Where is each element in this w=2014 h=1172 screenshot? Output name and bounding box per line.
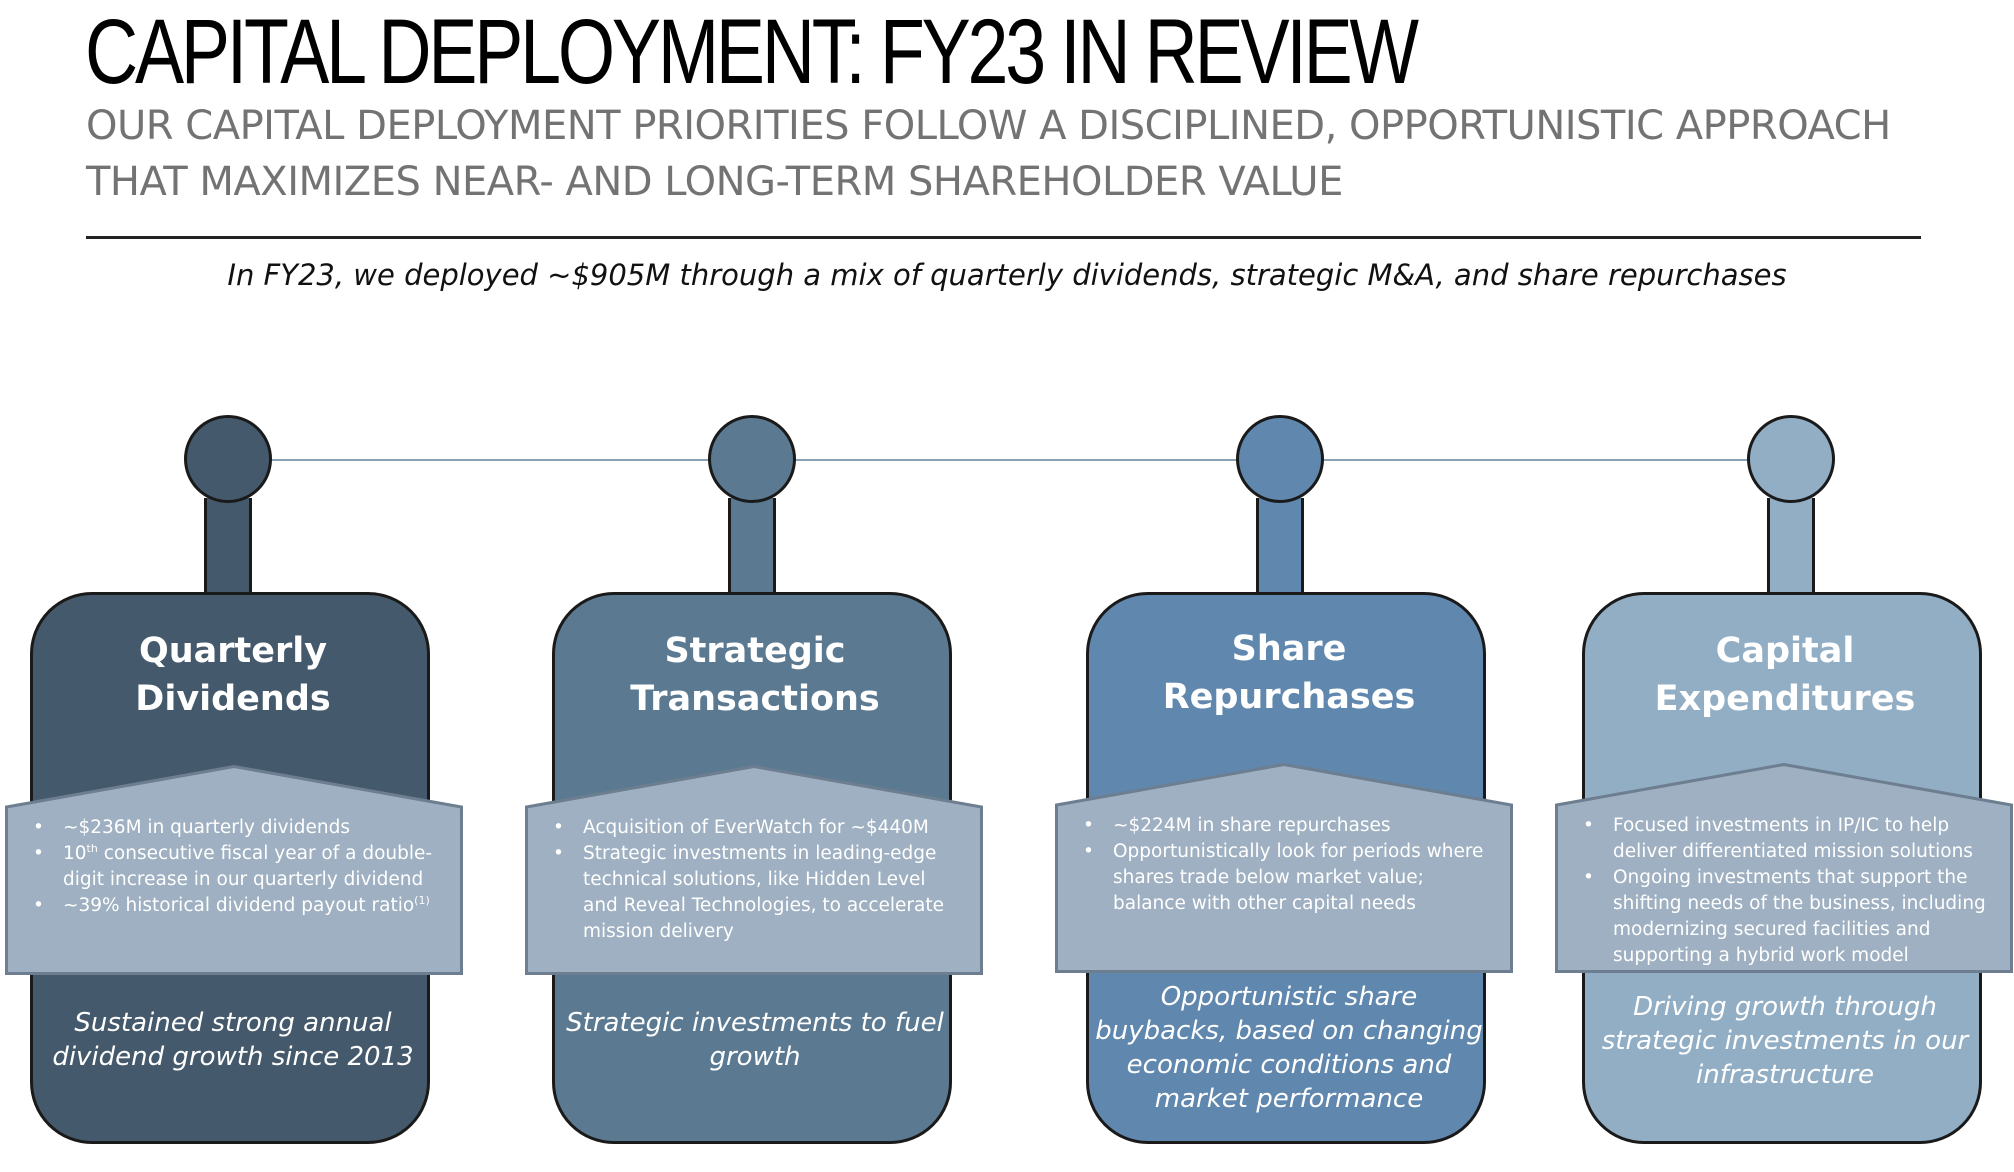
bullet-item xyxy=(1575,865,1995,969)
pillar-callout xyxy=(5,765,463,975)
bullet-text: Acquisition of EverWatch for ~$440M xyxy=(583,817,929,838)
bullet-text: ~$236M in quarterly dividends xyxy=(63,817,350,838)
bullet-item xyxy=(25,893,445,919)
pillar-bullets xyxy=(1575,813,1995,969)
pillar-callout xyxy=(1055,763,1513,973)
bullet-text: Focused investments in IP/IC to help deliver differentiated mission solutions xyxy=(1613,815,1973,862)
pillar-title: Quarterly Dividends xyxy=(135,631,331,719)
pillar-title: Strategic Transactions xyxy=(630,631,880,719)
pillar-bullets xyxy=(545,815,965,945)
node-circle xyxy=(1236,415,1324,503)
pillar-callout xyxy=(1555,763,2013,973)
title-divider xyxy=(86,236,1921,239)
node-stem xyxy=(1767,498,1815,594)
node-stem xyxy=(728,498,776,594)
node-stem xyxy=(1256,498,1304,594)
bullet-item xyxy=(545,815,965,841)
node-stem xyxy=(204,498,252,594)
pillar-tagline: Strategic investments to fuel growth xyxy=(566,1008,944,1072)
pillar-tagline: Sustained strong annual dividend growth since 2013 xyxy=(52,1008,414,1072)
bullet-text: Strategic investments in leading-edge technical solutions, like Hidden Level and Reveal Technologies, to accelerate mission delivery xyxy=(583,843,944,942)
intro-statement: In FY23, we deployed ~$905M through a mix of quarterly dividends, strategic M&A, and share repurchases xyxy=(227,258,1787,292)
node-circle xyxy=(708,415,796,503)
page-title: CAPITAL DEPLOYMENT: FY23 IN REVIEW xyxy=(85,1,1416,103)
bullet-text: ~$224M in share repurchases xyxy=(1113,815,1391,836)
bullet-prefix: 10 xyxy=(63,843,87,864)
pillar-bullets xyxy=(25,815,445,919)
pillar-title: Share Repurchases xyxy=(1162,629,1416,717)
bullet-item xyxy=(1575,813,1995,865)
bullet-item xyxy=(1075,813,1495,839)
bullet-text: ~39% historical dividend payout ratio xyxy=(63,895,415,916)
pillar-tagline: Opportunistic share buybacks, based on changing economic conditions and market performance xyxy=(1095,982,1483,1114)
bullet-text: consecutive fiscal year of a double-digit increase in our quarterly dividend xyxy=(63,843,433,890)
bullet-item xyxy=(545,841,965,945)
bullet-item xyxy=(25,841,445,893)
bullet-text: Opportunistically look for periods where shares trade below market value; balance with other capital needs xyxy=(1113,841,1484,914)
bullet-text: Ongoing investments that support the shifting needs of the business, including modernizing secured facilities and supporting a hybrid work model xyxy=(1613,867,1986,966)
pillar-tagline: Driving growth through strategic investments in our infrastructure xyxy=(1601,992,1969,1090)
node-circle xyxy=(184,415,272,503)
pillar-title: Capital Expenditures xyxy=(1654,631,1916,719)
timeline-connector xyxy=(228,459,1791,461)
bullet-item xyxy=(25,815,445,841)
pillar-callout xyxy=(525,765,983,975)
bullet-superscript: th xyxy=(86,841,98,855)
node-circle xyxy=(1747,415,1835,503)
bullet-item xyxy=(1075,839,1495,917)
pillar-bullets xyxy=(1075,813,1495,917)
page-subtitle: OUR CAPITAL DEPLOYMENT PRIORITIES FOLLOW A DISCIPLINED, OPPORTUNISTIC APPROACH THAT MAXIMIZES NEAR- AND LONG-TERM SHAREHOLDER VALUE xyxy=(86,103,1891,205)
footnote-marker: (1) xyxy=(414,893,430,907)
